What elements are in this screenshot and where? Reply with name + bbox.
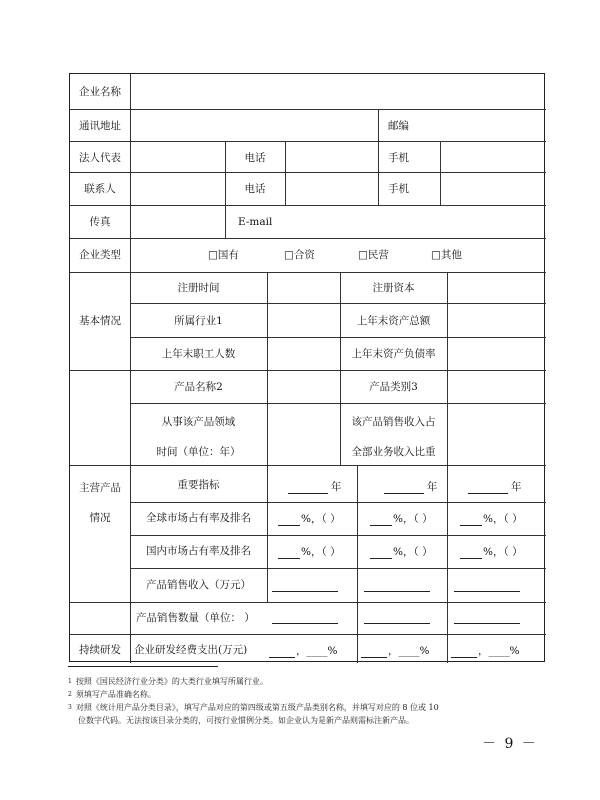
row-divider <box>70 634 546 635</box>
row-divider <box>70 141 546 142</box>
col-divider <box>357 465 358 663</box>
global-share-label: 全球市场占有率及排名 <box>146 512 251 524</box>
row-divider <box>70 370 546 371</box>
revenue-blank[interactable] <box>272 591 338 592</box>
sales-share-label-2: 全部业务收入比重 <box>351 446 436 458</box>
col-divider <box>440 141 441 205</box>
row-divider <box>130 303 546 304</box>
key-indicators-label: 重要指标 <box>177 479 220 491</box>
row-divider <box>130 568 546 569</box>
col-divider <box>447 465 448 663</box>
reg-date-label: 注册时间 <box>177 282 220 294</box>
company-type-label: 企业类型 <box>79 249 121 261</box>
page-number: － 9 － <box>482 736 538 752</box>
share-blank[interactable] <box>460 525 482 526</box>
footnote: $^2$ 须填写产品准确名称。 <box>68 690 156 699</box>
legal-rep-label: 法人代表 <box>79 152 121 164</box>
row-divider <box>130 535 546 536</box>
share-template: %，（ ） <box>483 513 523 525</box>
row-divider <box>70 172 546 173</box>
email-label: E-mail <box>238 216 273 228</box>
year-label: 年 <box>511 481 522 493</box>
domestic-share-label: 国内市场占有率及排名 <box>146 545 251 557</box>
main-products-label-2: 情况 <box>89 512 111 524</box>
row-divider <box>130 502 546 503</box>
share-template: %，（ ） <box>393 546 433 558</box>
rnd-blank[interactable] <box>451 657 477 658</box>
product-category-label: 产品类别3 <box>369 381 418 393</box>
postcode-label: 邮编 <box>388 120 409 132</box>
year-label: 年 <box>427 481 438 493</box>
col-divider <box>130 74 131 663</box>
company-type-option[interactable]: □合资 <box>284 249 315 261</box>
basic-info-label: 基本情况 <box>79 315 121 327</box>
share-template: %，（ ） <box>301 513 341 525</box>
rnd-label: 持续研发 <box>79 644 121 656</box>
share-blank[interactable] <box>278 558 300 559</box>
volume-blank[interactable] <box>272 623 338 624</box>
mobile-label: 手机 <box>388 183 409 195</box>
year-blank[interactable] <box>288 493 328 494</box>
footnote: $^3$ 对照《统计用产品分类目录》，填写产品对应的第四级或第五级产品类别名称，并填写对应的 8 位或 10 <box>68 703 439 712</box>
row-divider <box>130 337 546 338</box>
rnd-expense-label: 企业研发经费支出(万元) <box>134 644 248 656</box>
row-divider <box>70 602 546 603</box>
reg-capital-label: 注册资本 <box>372 282 415 294</box>
year-blank[interactable] <box>384 493 424 494</box>
share-template: %，（ ） <box>301 546 341 558</box>
company-name-label: 企业名称 <box>79 86 121 98</box>
col-divider <box>447 272 448 465</box>
company-type-option[interactable]: □其他 <box>431 249 462 261</box>
share-template: %，（ ） <box>393 513 433 525</box>
mobile-label: 手机 <box>388 152 409 164</box>
col-divider <box>378 141 379 205</box>
revenue-blank[interactable] <box>454 591 520 592</box>
volume-blank[interactable] <box>364 623 430 624</box>
field-time-label-2: 时间（单位：年） <box>156 446 241 458</box>
rnd-blank[interactable] <box>269 657 295 658</box>
share-template: %，（ ） <box>483 546 523 558</box>
company-type-option[interactable]: □民营 <box>358 249 389 261</box>
row-divider <box>130 403 546 404</box>
sales-revenue-label: 产品销售收入（万元） <box>146 579 251 591</box>
rnd-template: ，____% <box>296 645 338 657</box>
sales-volume-label: 产品销售数量（单位： ） <box>136 612 255 624</box>
row-divider <box>70 238 546 239</box>
debt-ratio-label: 上年末资产负债率 <box>351 348 436 360</box>
field-time-label: 从事该产品领域 <box>161 416 236 428</box>
footnote: $^1$ 按照《国民经济行业分类》的大类行业填写所属行业。 <box>68 677 268 686</box>
sales-share-label: 该产品销售收入占 <box>351 416 436 428</box>
application-form-table <box>69 73 545 662</box>
footnote-rule <box>68 666 218 667</box>
year-blank[interactable] <box>468 493 508 494</box>
row-divider <box>70 272 546 273</box>
footnote-continuation: 位数字代码。无法按该目录分类的，可按行业惯例分类。如企业认为是新产品则需标注新产品。 <box>78 716 414 725</box>
year-label: 年 <box>331 481 342 493</box>
row-divider <box>70 205 546 206</box>
main-products-label: 主营产品 <box>79 482 121 494</box>
address-label: 通讯地址 <box>79 120 121 132</box>
col-divider <box>285 141 286 205</box>
rnd-template: ，____% <box>388 645 430 657</box>
share-blank[interactable] <box>370 558 392 559</box>
fax-label: 传真 <box>89 216 111 228</box>
total-assets-label: 上年末资产总额 <box>356 315 431 327</box>
revenue-blank[interactable] <box>364 591 430 592</box>
phone-label: 电话 <box>244 183 266 195</box>
col-divider <box>378 109 379 141</box>
col-divider <box>340 272 341 465</box>
contact-person-label: 联系人 <box>84 183 116 195</box>
rnd-blank[interactable] <box>361 657 387 658</box>
share-blank[interactable] <box>460 558 482 559</box>
col-divider <box>267 272 268 602</box>
industry-label: 所属行业1 <box>174 315 223 327</box>
rnd-template: ，____% <box>478 645 520 657</box>
company-type-option[interactable]: □国有 <box>208 249 239 261</box>
share-blank[interactable] <box>278 525 300 526</box>
employees-label: 上年末职工人数 <box>161 348 236 360</box>
row-divider <box>70 465 546 466</box>
phone-label: 电话 <box>244 152 266 164</box>
row-divider <box>70 109 546 110</box>
product-name-label: 产品名称2 <box>174 381 223 393</box>
volume-blank[interactable] <box>454 623 520 624</box>
share-blank[interactable] <box>370 525 392 526</box>
